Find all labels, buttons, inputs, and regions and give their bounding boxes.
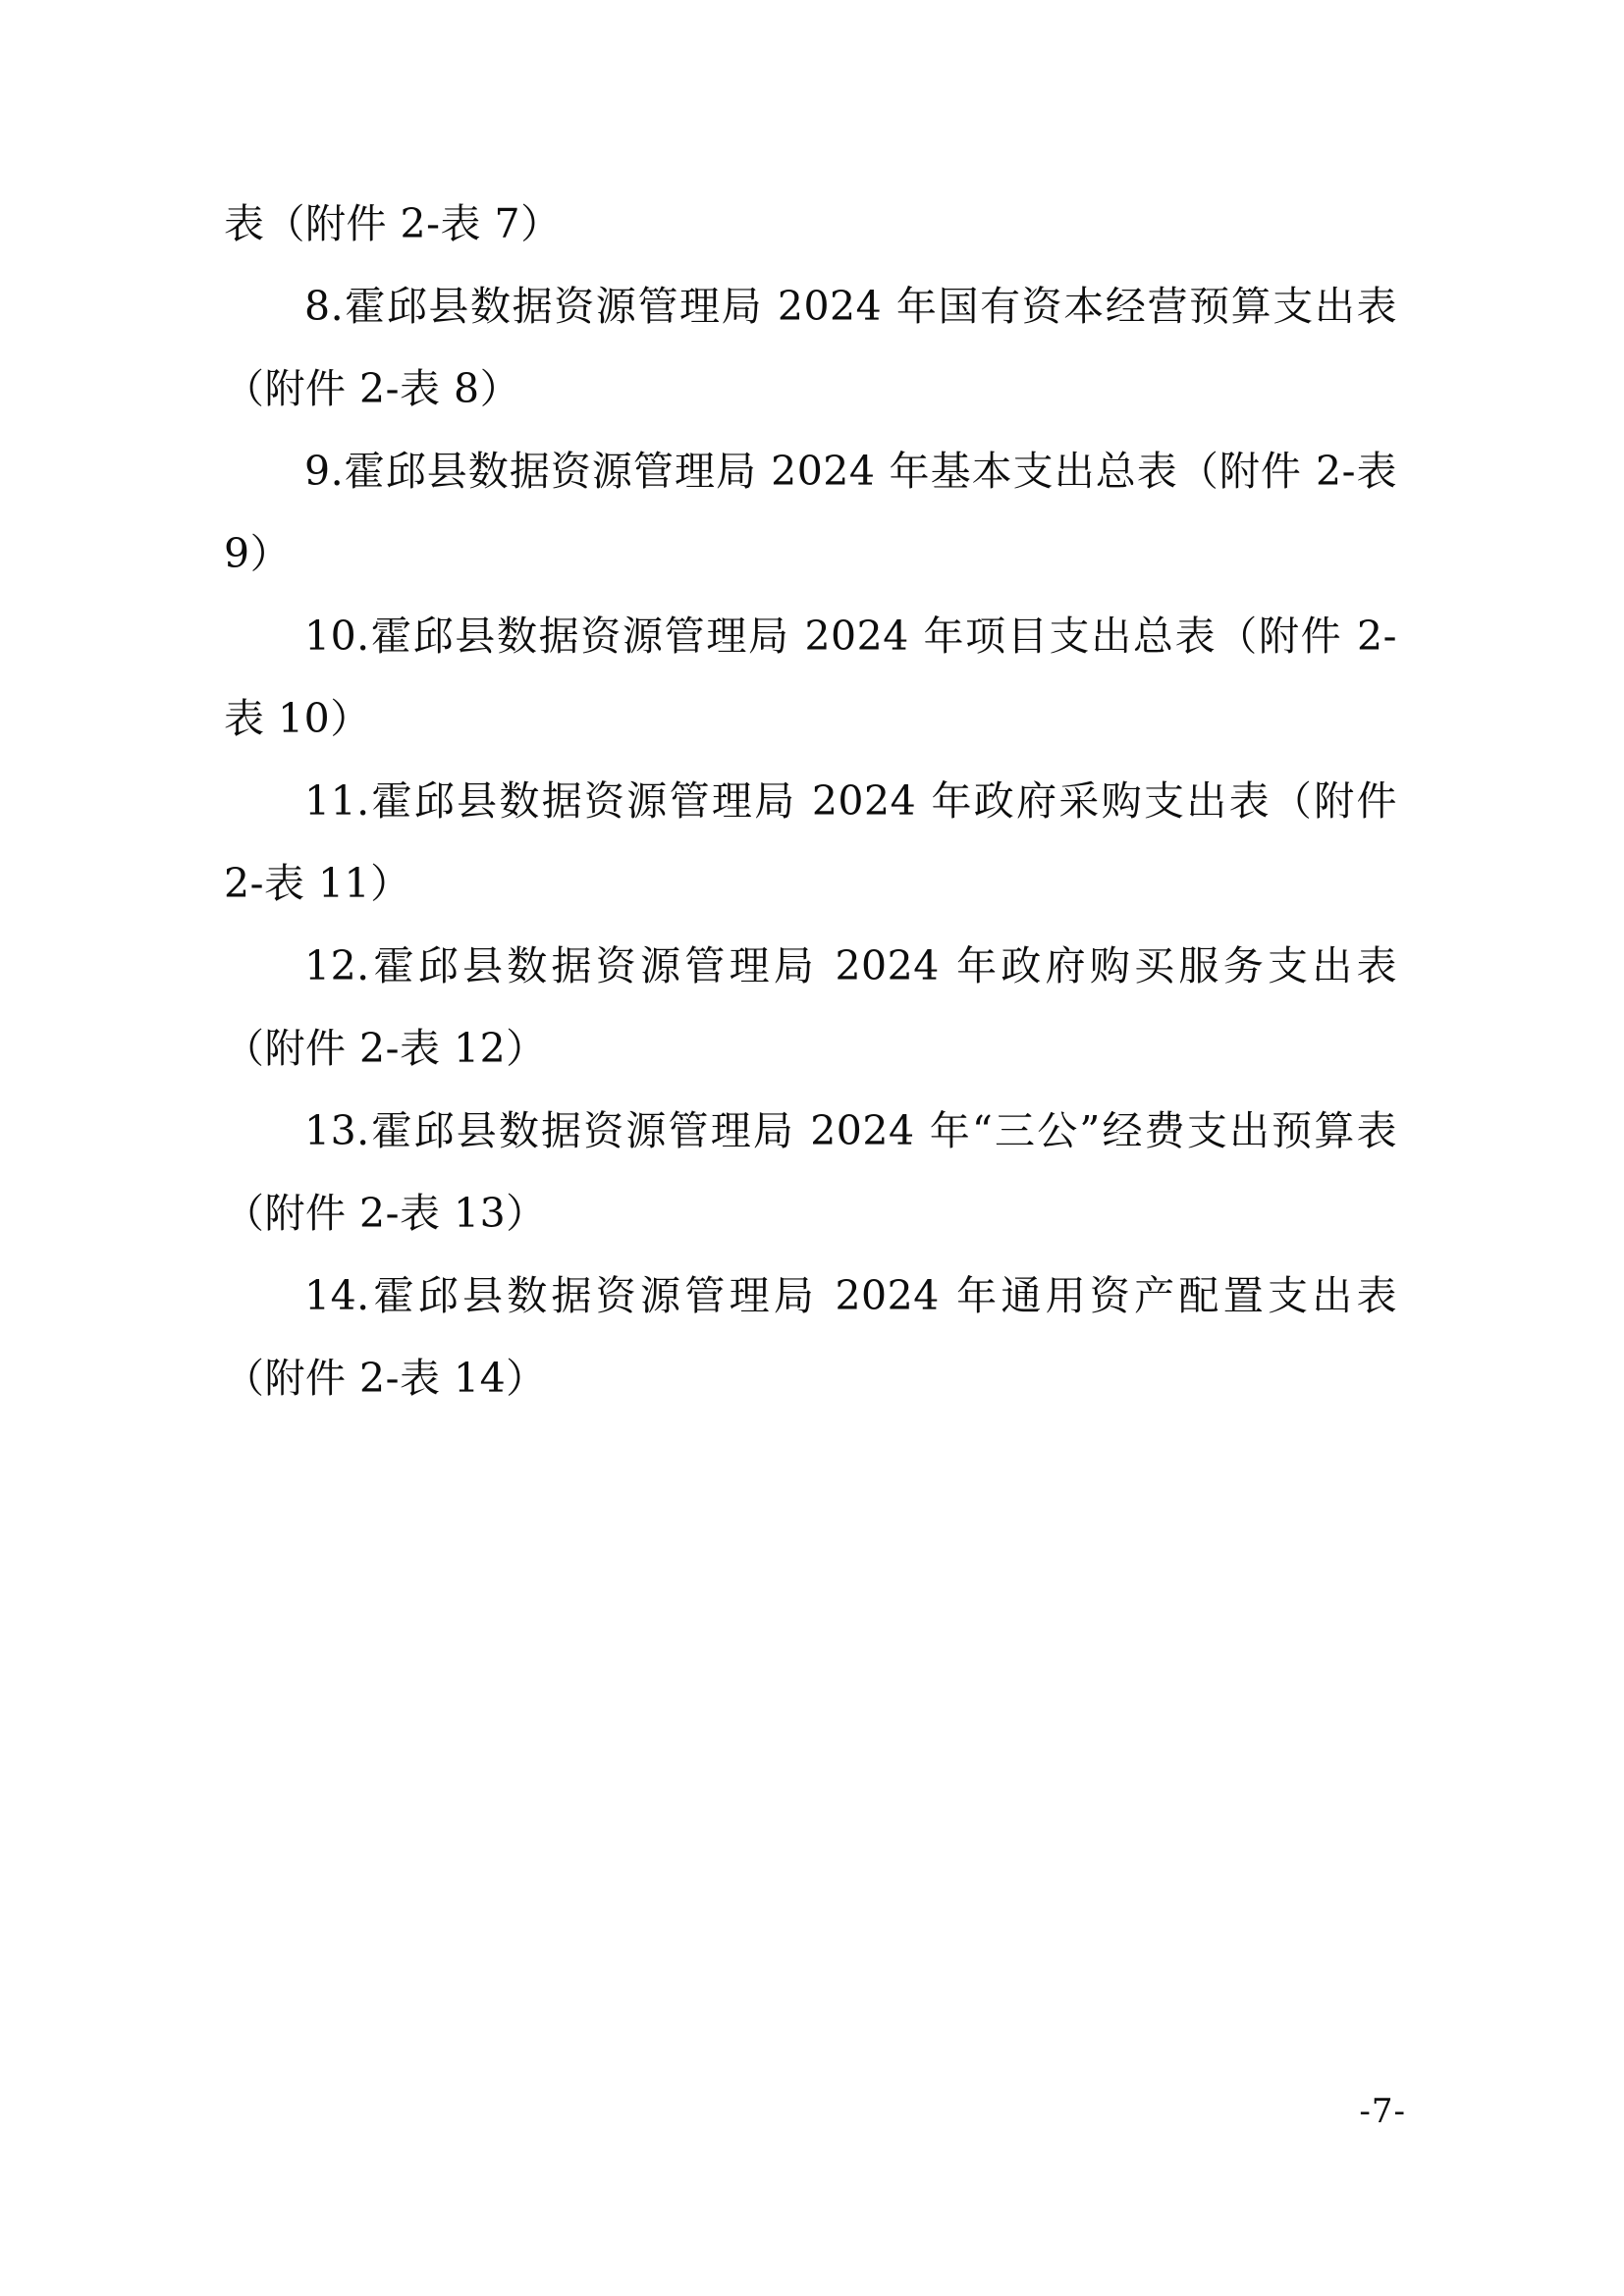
paragraph-item-9: 9.霍邱县数据资源管理局 2024 年基本支出总表（附件 2-表 9） <box>224 448 1411 577</box>
paragraph-item-8: 8.霍邱县数据资源管理局 2024 年国有资本经营预算支出表（附件 2-表 8） <box>224 283 1397 412</box>
paragraph-item-10: 10.霍邱县数据资源管理局 2024 年项目支出总表（附件 2-表 10） <box>224 613 1397 742</box>
paragraph-item-11: 11.霍邱县数据资源管理局 2024 年政府采购支出表（附件 2-表 11） <box>224 777 1411 907</box>
paragraph-continuation: 表（附件 2-表 7） <box>224 200 562 247</box>
paragraph-item-14: 14.霍邱县数据资源管理局 2024 年通用资产配置支出表（附件 2-表 14） <box>224 1272 1397 1402</box>
page-number: -7- <box>1359 2092 1406 2131</box>
paragraph-item-12: 12.霍邱县数据资源管理局 2024 年政府购买服务支出表（附件 2-表 12） <box>224 942 1397 1072</box>
paragraph-item-13: 13.霍邱县数据资源管理局 2024 年“三公”经费支出预算表（附件 2-表 13） <box>224 1107 1397 1237</box>
document-body <box>224 183 1411 1419</box>
